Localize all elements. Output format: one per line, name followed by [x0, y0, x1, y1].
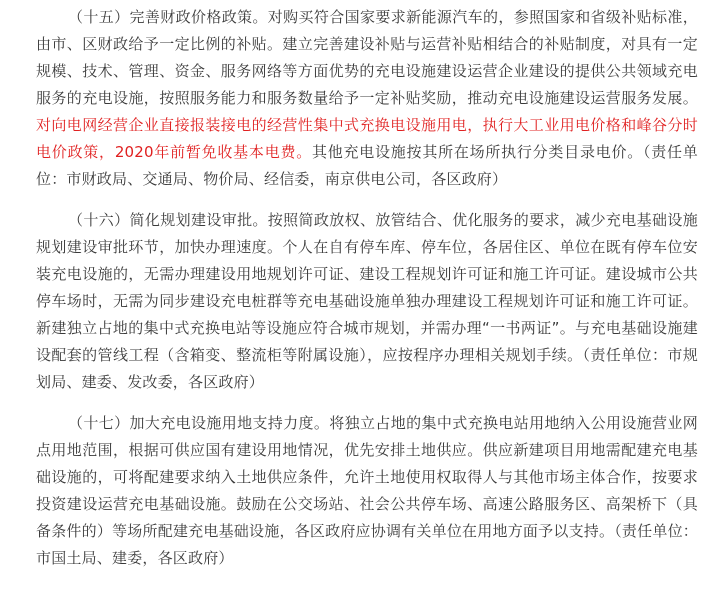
paragraph-15-highlighted-text: 对向电网经营企业直接报装接电的经营性集中式充换电设施用电，执行大工业用电价格和峰谷分时电价政策，2020年前暂免收基本电费。 — [36, 116, 698, 161]
paragraph-16-planning-approval: （十六）简化规划建设审批。按照简政放权、放管结合、优化服务的要求，减少充电基础设施规划建设审批环节，加快办理速度。个人在自有停车库、停车位，各居住区、单位在既有停车位安装充电设施的，无需办理建设用地规划许可证、建设工程规划许可证和施工许可证。建设城市公共停车场时，无需为同步建设充电桩群等充电基础设施单独办理建设工程规划许可证和施工许可证。新建独立占地的集中式充换电站等设施应符合城市规划，并需办理“一书两证”。与充电基础设施建设配套的管线工程（含箱变、整流柜等附属设施），应按程序办理相关规划手续。（责任单位：市规划局、建委、发改委，各区政府） — [36, 211, 698, 391]
paragraph-15-text-part1: （十五）完善财政价格政策。对购买符合国家要求新能源汽车的，参照国家和省级补贴标准，由市、区财政给予一定比例的补贴。建立完善建设补贴与运营补贴相结合的补贴制度，对具有一定规模、技术、管理、资金、服务网络等方面优势的充电设施建设运营企业建设的提供公共领域充电服务的充电设施，按照服务能力和服务数量给予一定补贴奖励，推动充电设施建设运营服务发展。 — [36, 8, 698, 107]
paragraph-15-finance-price-policy — [36, 4, 698, 193]
paragraph-17-land-support: （十七）加大充电设施用地支持力度。将独立占地的集中式充换电站用地纳入公用设施营业网点用地范围，根据可供应国有建设用地情况，优先安排土地供应。供应新建项目用地需配建充电基础设施的，可将配建要求纳入土地供应条件，允许土地使用权取得人与其他市场主体合作，按要求投资建设运营充电基础设施。鼓励在公交场站、社会公共停车场、高速公路服务区、高架桥下（具备条件的）等场所配建充电基础设施，各区政府应协调有关单位在用地方面予以支持。（责任单位：市国土局、建委，各区政府） — [36, 414, 698, 567]
paragraph-15-text-part2: 其他充电设施按其所在场所执行分类目录电价。（责任单位：市财政局、交通局、物价局、经信委，南京供电公司，各区政府） — [36, 143, 698, 188]
